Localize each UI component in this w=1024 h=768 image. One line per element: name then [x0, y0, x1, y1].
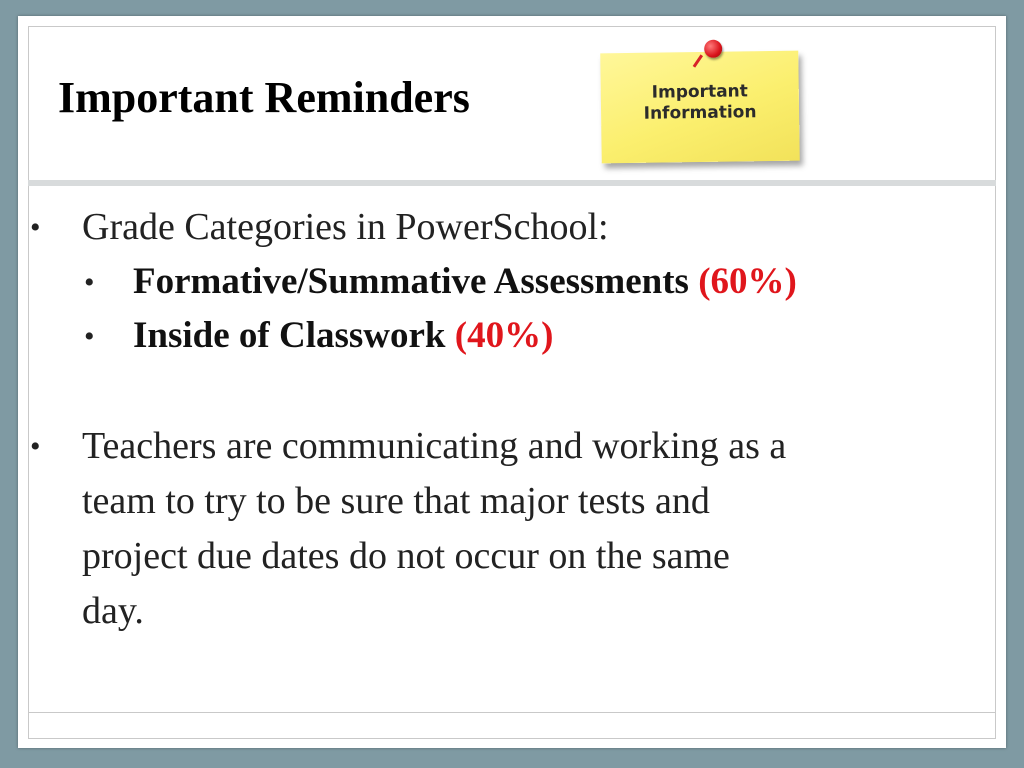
bullet-line: Teachers are communicating and working as a: [82, 425, 787, 467]
sub-bullet-marker: •: [84, 320, 95, 353]
bullet-teachers-communicating: [82, 419, 786, 639]
bullet-line: day.: [82, 590, 144, 632]
bullet-line: team to try to be sure that major tests and: [82, 480, 710, 522]
sub-bullet-classwork: [133, 309, 553, 363]
bullet-marker: •: [30, 430, 41, 463]
category-label: Inside of Classwork: [133, 315, 446, 356]
bullet-line: project due dates do not occur on the same: [82, 535, 730, 577]
bullet-marker: •: [30, 211, 41, 244]
slide-content: [18, 16, 1006, 748]
category-percent: (60%): [698, 261, 797, 302]
slide: [18, 16, 1006, 748]
slide-title: Important Reminders: [58, 73, 470, 122]
bullet-grade-categories: Grade Categories in PowerSchool:: [82, 206, 609, 248]
sub-bullet-marker: •: [84, 266, 95, 299]
sticky-note-line-2: Information: [643, 102, 757, 124]
sub-bullet-assessments: [133, 255, 797, 309]
category-percent: (40%): [454, 315, 554, 356]
sticky-note-line-1: Important: [651, 81, 748, 103]
category-label: Formative/Summative Assessments: [133, 261, 689, 302]
